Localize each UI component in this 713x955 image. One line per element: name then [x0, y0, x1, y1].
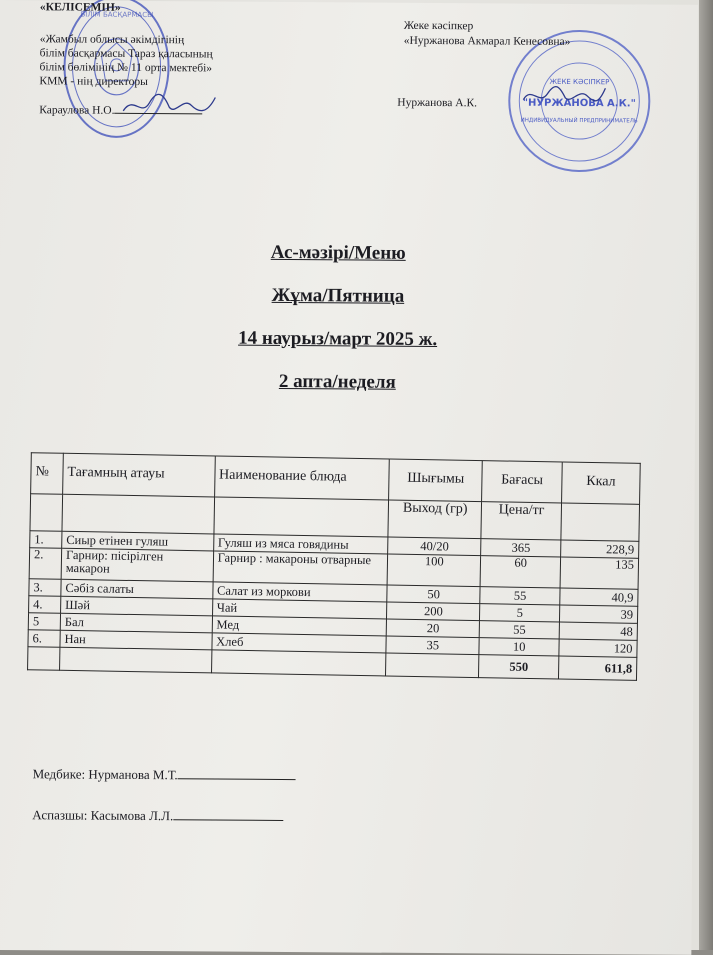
- row-name-kz: Бал: [60, 613, 212, 633]
- approval-left-line4: КММ - нің директоры: [39, 75, 148, 89]
- row-yield: 35: [386, 636, 479, 655]
- title-week: 2 апта/неделя: [278, 370, 396, 393]
- row-name-kz: Сиыр етінен гуляш: [62, 531, 214, 551]
- row-kcal: 120: [559, 639, 637, 657]
- nurse-signature-row: [33, 766, 296, 784]
- title-date: 14 наурыз/март 2025 ж.: [238, 327, 438, 351]
- row-name-kz: Нан: [60, 630, 212, 650]
- row-num: 1.: [30, 531, 62, 549]
- row-price: 60: [480, 556, 560, 588]
- row-name-ru: Гарнир : макароны отварные: [213, 551, 388, 585]
- row-yield: 40/20: [388, 537, 481, 556]
- header-name-kz: Тағамның атауы: [63, 453, 215, 497]
- row-price: 5: [480, 604, 560, 622]
- total-kcal: 611,8: [559, 656, 637, 680]
- approval-right-line2: «Нуржанова Акмарал Кенесовна»: [403, 34, 571, 48]
- header-yield-kz: Шығымы: [389, 459, 483, 502]
- row-name-ru: Чай: [212, 599, 387, 619]
- row-yield: 100: [387, 554, 480, 587]
- row-kcal: 135: [560, 557, 638, 589]
- row-price: 10: [479, 638, 559, 656]
- stamp-right-center: "НУРЖАНОВА А.К.": [522, 97, 636, 110]
- approval-left-line2: білім басқармасы Тараз қаласының: [39, 47, 213, 61]
- total-price: 550: [479, 655, 559, 679]
- header-name-ru: Наименование блюда: [214, 456, 389, 500]
- row-yield: 200: [387, 602, 480, 621]
- title-menu: Ас-мәзірі/Меню: [270, 241, 406, 264]
- row-name-ru: Хлеб: [212, 633, 387, 653]
- row-kcal: 48: [559, 622, 637, 640]
- row-price: 365: [481, 539, 561, 557]
- header-num: №: [31, 453, 64, 495]
- row-kcal: 39: [560, 605, 638, 623]
- row-name-ru: Мед: [212, 616, 387, 636]
- header-price-ru: Цена/тг: [481, 502, 562, 540]
- header-yield-ru: Выход (гр): [388, 500, 482, 539]
- approval-right-name: Нуржанова А.К.: [397, 96, 478, 110]
- approval-left-heading: «КЕЛІСЕМІН»: [39, 1, 121, 14]
- row-yield: 50: [387, 585, 480, 604]
- row-name-kz: Гарнир: пісірілген макарон: [61, 548, 213, 582]
- row-name-ru: Салат из моркови: [212, 582, 387, 602]
- director-signature: [119, 89, 219, 120]
- cook-label: Аспазшы: Касымова Л.Л.: [32, 807, 174, 824]
- menu-table: [27, 452, 641, 681]
- approval-left-line1: «Жамбыл облысы әкімдігінің: [39, 33, 185, 47]
- stamp-right-inner-top: ЖЕКЕ КӘСІПКЕР: [549, 77, 610, 87]
- row-num: 5: [28, 613, 60, 631]
- row-yield: 20: [387, 619, 480, 638]
- entrepreneur-signature: [519, 82, 609, 109]
- title-block: [0, 240, 678, 417]
- title-day: Жұма/Пятница: [271, 284, 405, 307]
- header-kcal: Ккал: [562, 462, 641, 504]
- row-name-kz: Сәбіз салаты: [61, 579, 213, 599]
- row-kcal: 40,9: [560, 588, 638, 606]
- row-num: 6.: [28, 630, 60, 648]
- row-num: 2.: [29, 548, 61, 580]
- approval-right-line1: Жеке кәсіпкер: [403, 19, 474, 33]
- sheet-edge-shadow: [699, 0, 713, 950]
- header-price-kz: Бағасы: [482, 461, 563, 503]
- row-num: 4.: [29, 596, 61, 614]
- row-name-kz: Шәй: [60, 596, 212, 616]
- stamp-right-inner-bottom: ИНДИВИДУАЛЬНЫЙ ПРЕДПРИНИМАТЕЛЬ: [520, 117, 638, 125]
- stamp-left-text: БІЛІМ БАСҚАРМАСЫ: [80, 10, 154, 20]
- cook-signature-row: [32, 807, 283, 825]
- row-price: 55: [479, 621, 559, 639]
- approval-left-line3: білім бөлімінің № 11 орта мектебі»: [39, 61, 213, 75]
- nurse-label: Медбике: Нурманова М.Т.: [32, 766, 178, 783]
- row-price: 55: [480, 587, 560, 605]
- approval-left-name: Караулова Н.О.: [39, 104, 115, 117]
- row-num: 3.: [29, 579, 61, 597]
- row-kcal: 228,9: [561, 540, 639, 558]
- row-name-ru: Гуляш из мяса говядины: [213, 534, 388, 554]
